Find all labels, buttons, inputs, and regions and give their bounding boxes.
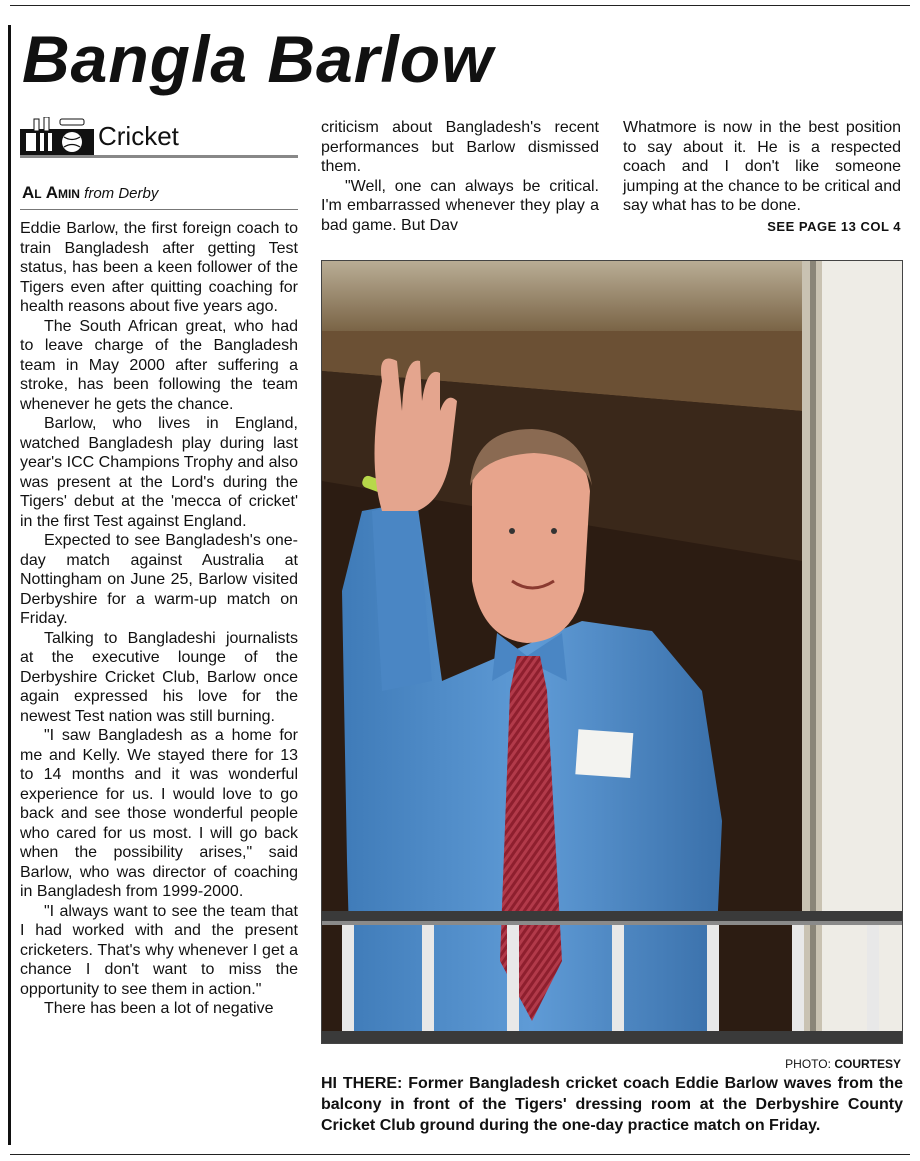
paragraph: Expected to see Bangladesh's one-day match against Australia at Nottingham on June 25, Barlow visited Derbyshire for a warm-up match on Friday. bbox=[20, 532, 298, 627]
photo-credit bbox=[321, 1057, 901, 1071]
byline-author: Al Amin bbox=[22, 183, 80, 202]
article-column-1 bbox=[20, 219, 298, 1019]
paragraph: Talking to Bangladeshi journalists at the executive lounge of the Derbyshire Cricket Club, Barlow once again expressed his love for the newest Test nation was still burning. bbox=[20, 629, 298, 725]
paragraph: criticism about Bangladesh's recent performances but Barlow dismissed them. bbox=[321, 119, 599, 175]
section-name: Cricket bbox=[98, 121, 179, 151]
section-rule bbox=[20, 155, 298, 158]
paragraph: "Well, one can always be critical. I'm embarrassed whenever they play a bad game. But Dav bbox=[321, 177, 599, 234]
paragraph: The South African great, who had to leave charge of the Bangladesh team in May 2000 after suffering a stroke, has been following the team whenever he gets the chance. bbox=[20, 317, 298, 413]
byline-location: from Derby bbox=[84, 185, 159, 202]
headline: Bangla Barlow bbox=[22, 22, 494, 96]
article-column-3 bbox=[623, 118, 901, 216]
paragraph: There has been a lot of negative bbox=[44, 1000, 274, 1017]
paragraph: "I always want to see the team that I had worked with and the present cricketers. That's why whenever I get a chance I don't want to miss the opportunity to see them in action." bbox=[20, 902, 298, 998]
article-photo bbox=[321, 260, 903, 1044]
jump-line: SEE PAGE 13 COL 4 bbox=[767, 219, 901, 234]
bottom-rule bbox=[10, 1154, 910, 1155]
photo-credit-label: PHOTO: bbox=[785, 1057, 831, 1071]
section-header bbox=[20, 115, 298, 159]
paragraph: Barlow, who lives in England, watched Bangladesh play during last year's ICC Champions Trophy and also was present at the Lord's during the Tigers' debut at the 'mecca of cricket' in the first Test against England. bbox=[20, 415, 298, 530]
paragraph: Eddie Barlow, the first foreign coach to train Bangladesh after getting Test status, has been a keen follower of the Tigers even after quitting coaching for health reasons about five years ago. bbox=[20, 220, 298, 315]
article-column-2 bbox=[321, 118, 599, 235]
paragraph: Whatmore is now in the best position to say about it. He is a respected coach and I don't like someone jumping at the chance to be critical and say what has to be done. bbox=[623, 119, 901, 214]
photo-caption: HI THERE: Former Bangladesh cricket coach Eddie Barlow waves from the balcony in front of the Tigers' dressing room at the Derbyshire County Cricket Club ground during the one-day practice match on Friday. bbox=[321, 1075, 903, 1134]
paragraph: "I saw Bangladesh as a home for me and Kelly. We stayed there for 13 to 14 months and it was wonderful experience for us. I would love to go back and see those wonderful people who cared for us most. I will go back when the possibility arises," said Barlow, who was director of coaching in Bangladesh from 1999-2000. bbox=[20, 727, 298, 900]
top-rule bbox=[10, 5, 910, 6]
photo-credit-value: COURTESY bbox=[834, 1057, 901, 1071]
byline bbox=[22, 183, 158, 203]
byline-rule bbox=[20, 209, 298, 210]
photo-illustration bbox=[322, 261, 902, 1043]
left-accent-bar bbox=[8, 25, 11, 1145]
cricket-bat-ball-icon bbox=[20, 117, 94, 155]
